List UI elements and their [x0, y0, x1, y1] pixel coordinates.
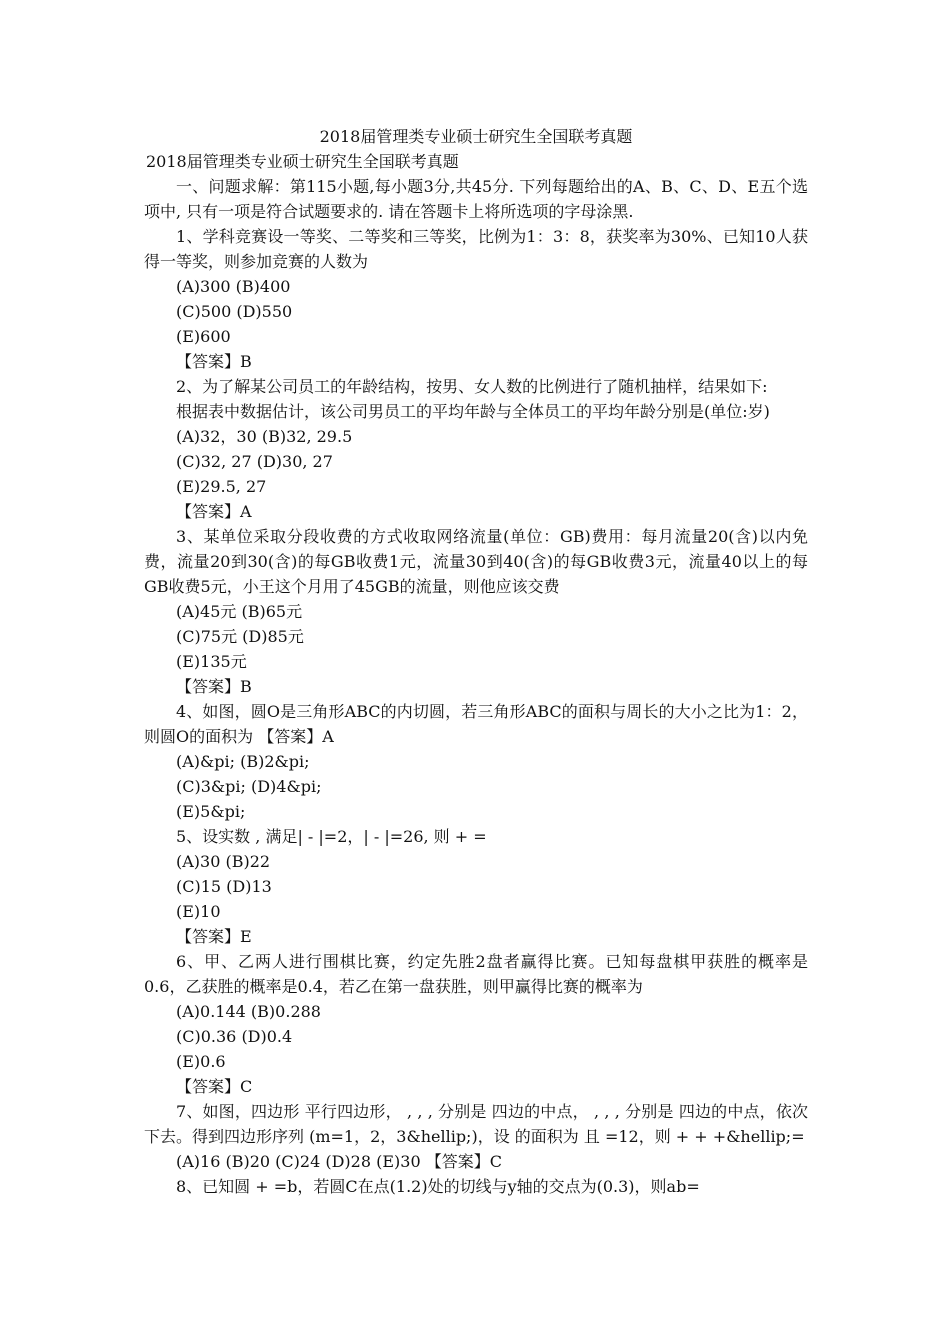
question-1-answer: 【答案】B — [176, 352, 252, 371]
question-6-answer: 【答案】C — [176, 1077, 253, 1096]
question-3-answer: 【答案】B — [176, 677, 252, 696]
question-3-options-cd: (C)75元 (D)85元 — [176, 627, 304, 646]
question-6-options-ab: (A)0.144 (B)0.288 — [176, 1002, 321, 1021]
question-7-stem: 7、如图，四边形 平行四边形， , , , 分别是 四边的中点， , , , 分别是 四边的中点，依次下去。得到四边形序列 (m=1，2，3&hellip;)，设 的面积为 且 =12，则 + + +&hellip;= — [144, 1102, 808, 1146]
question-5-options-e: (E)10 — [176, 902, 221, 921]
document-subtitle: 2018届管理类专业硕士研究生全国联考真题 — [146, 152, 459, 171]
question-1-options-cd: (C)500 (D)550 — [176, 302, 293, 321]
question-3-options-e: (E)135元 — [176, 652, 247, 671]
question-2-options-cd: (C)32, 27 (D)30, 27 — [176, 452, 333, 471]
section-intro: 一、问题求解：第115小题,每小题3分,共45分. 下列每题给出的A、B、C、D、E五个选项中, 只有一项是符合试题要求的. 请在答题卡上将所选项的字母涂黑. — [144, 177, 808, 221]
document-title: 2018届管理类专业硕士研究生全国联考真题 — [319, 127, 633, 146]
question-1-stem: 1、学科竞赛设一等奖、二等奖和三等奖，比例为1：3：8，获奖率为30%、已知10人获得一等奖，则参加竞赛的人数为 — [144, 227, 808, 271]
question-7-options: (A)16 (B)20 (C)24 (D)28 (E)30 【答案】C — [176, 1152, 502, 1171]
question-3-stem: 3、某单位采取分段收费的方式收取网络流量(单位：GB)费用：每月流量20(含)以内免费，流量20到30(含)的每GB收费1元，流量30到40(含)的每GB收费3元，流量40以上的每GB收费5元，小王这个月用了45GB的流量，则他应该交费 — [144, 527, 808, 596]
question-2-options-ab: (A)32，30 (B)32, 29.5 — [176, 427, 353, 446]
question-2-stem-continued: 根据表中数据估计，该公司男员工的平均年龄与全体员工的平均年龄分别是(单位:岁) — [176, 402, 770, 421]
question-3-options-ab: (A)45元 (B)65元 — [176, 602, 303, 621]
question-6-options-e: (E)0.6 — [176, 1052, 226, 1071]
question-4-options-ab: (A)&pi; (B)2&pi; — [176, 752, 310, 771]
document-page — [144, 124, 808, 1199]
question-2-answer: 【答案】A — [176, 502, 252, 521]
question-5-answer: 【答案】E — [176, 927, 252, 946]
question-4-options-e: (E)5&pi; — [176, 802, 246, 821]
question-1-options-e: (E)600 — [176, 327, 231, 346]
question-4-stem: 4、如图，圆O是三角形ABC的内切圆，若三角形ABC的面积与周长的大小之比为1：2，则圆O的面积为 【答案】A — [144, 702, 808, 746]
question-4-options-cd: (C)3&pi; (D)4&pi; — [176, 777, 322, 796]
question-2-stem: 2、为了解某公司员工的年龄结构，按男、女人数的比例进行了随机抽样，结果如下: — [176, 377, 768, 396]
question-5-options-ab: (A)30 (B)22 — [176, 852, 271, 871]
question-5-stem: 5、设实数 , 满足| - |=2，| - |=26, 则 + = — [176, 827, 487, 846]
question-2-options-e: (E)29.5, 27 — [176, 477, 267, 496]
question-5-options-cd: (C)15 (D)13 — [176, 877, 272, 896]
question-6-stem: 6、甲、乙两人进行围棋比赛，约定先胜2盘者赢得比赛。已知每盘棋甲获胜的概率是0.6，乙获胜的概率是0.4，若乙在第一盘获胜，则甲赢得比赛的概率为 — [144, 952, 808, 996]
question-1-options-ab: (A)300 (B)400 — [176, 277, 291, 296]
question-6-options-cd: (C)0.36 (D)0.4 — [176, 1027, 293, 1046]
question-8-stem: 8、已知圆 + =b，若圆C在点(1.2)处的切线与y轴的交点为(0.3)，则ab= — [176, 1177, 700, 1196]
